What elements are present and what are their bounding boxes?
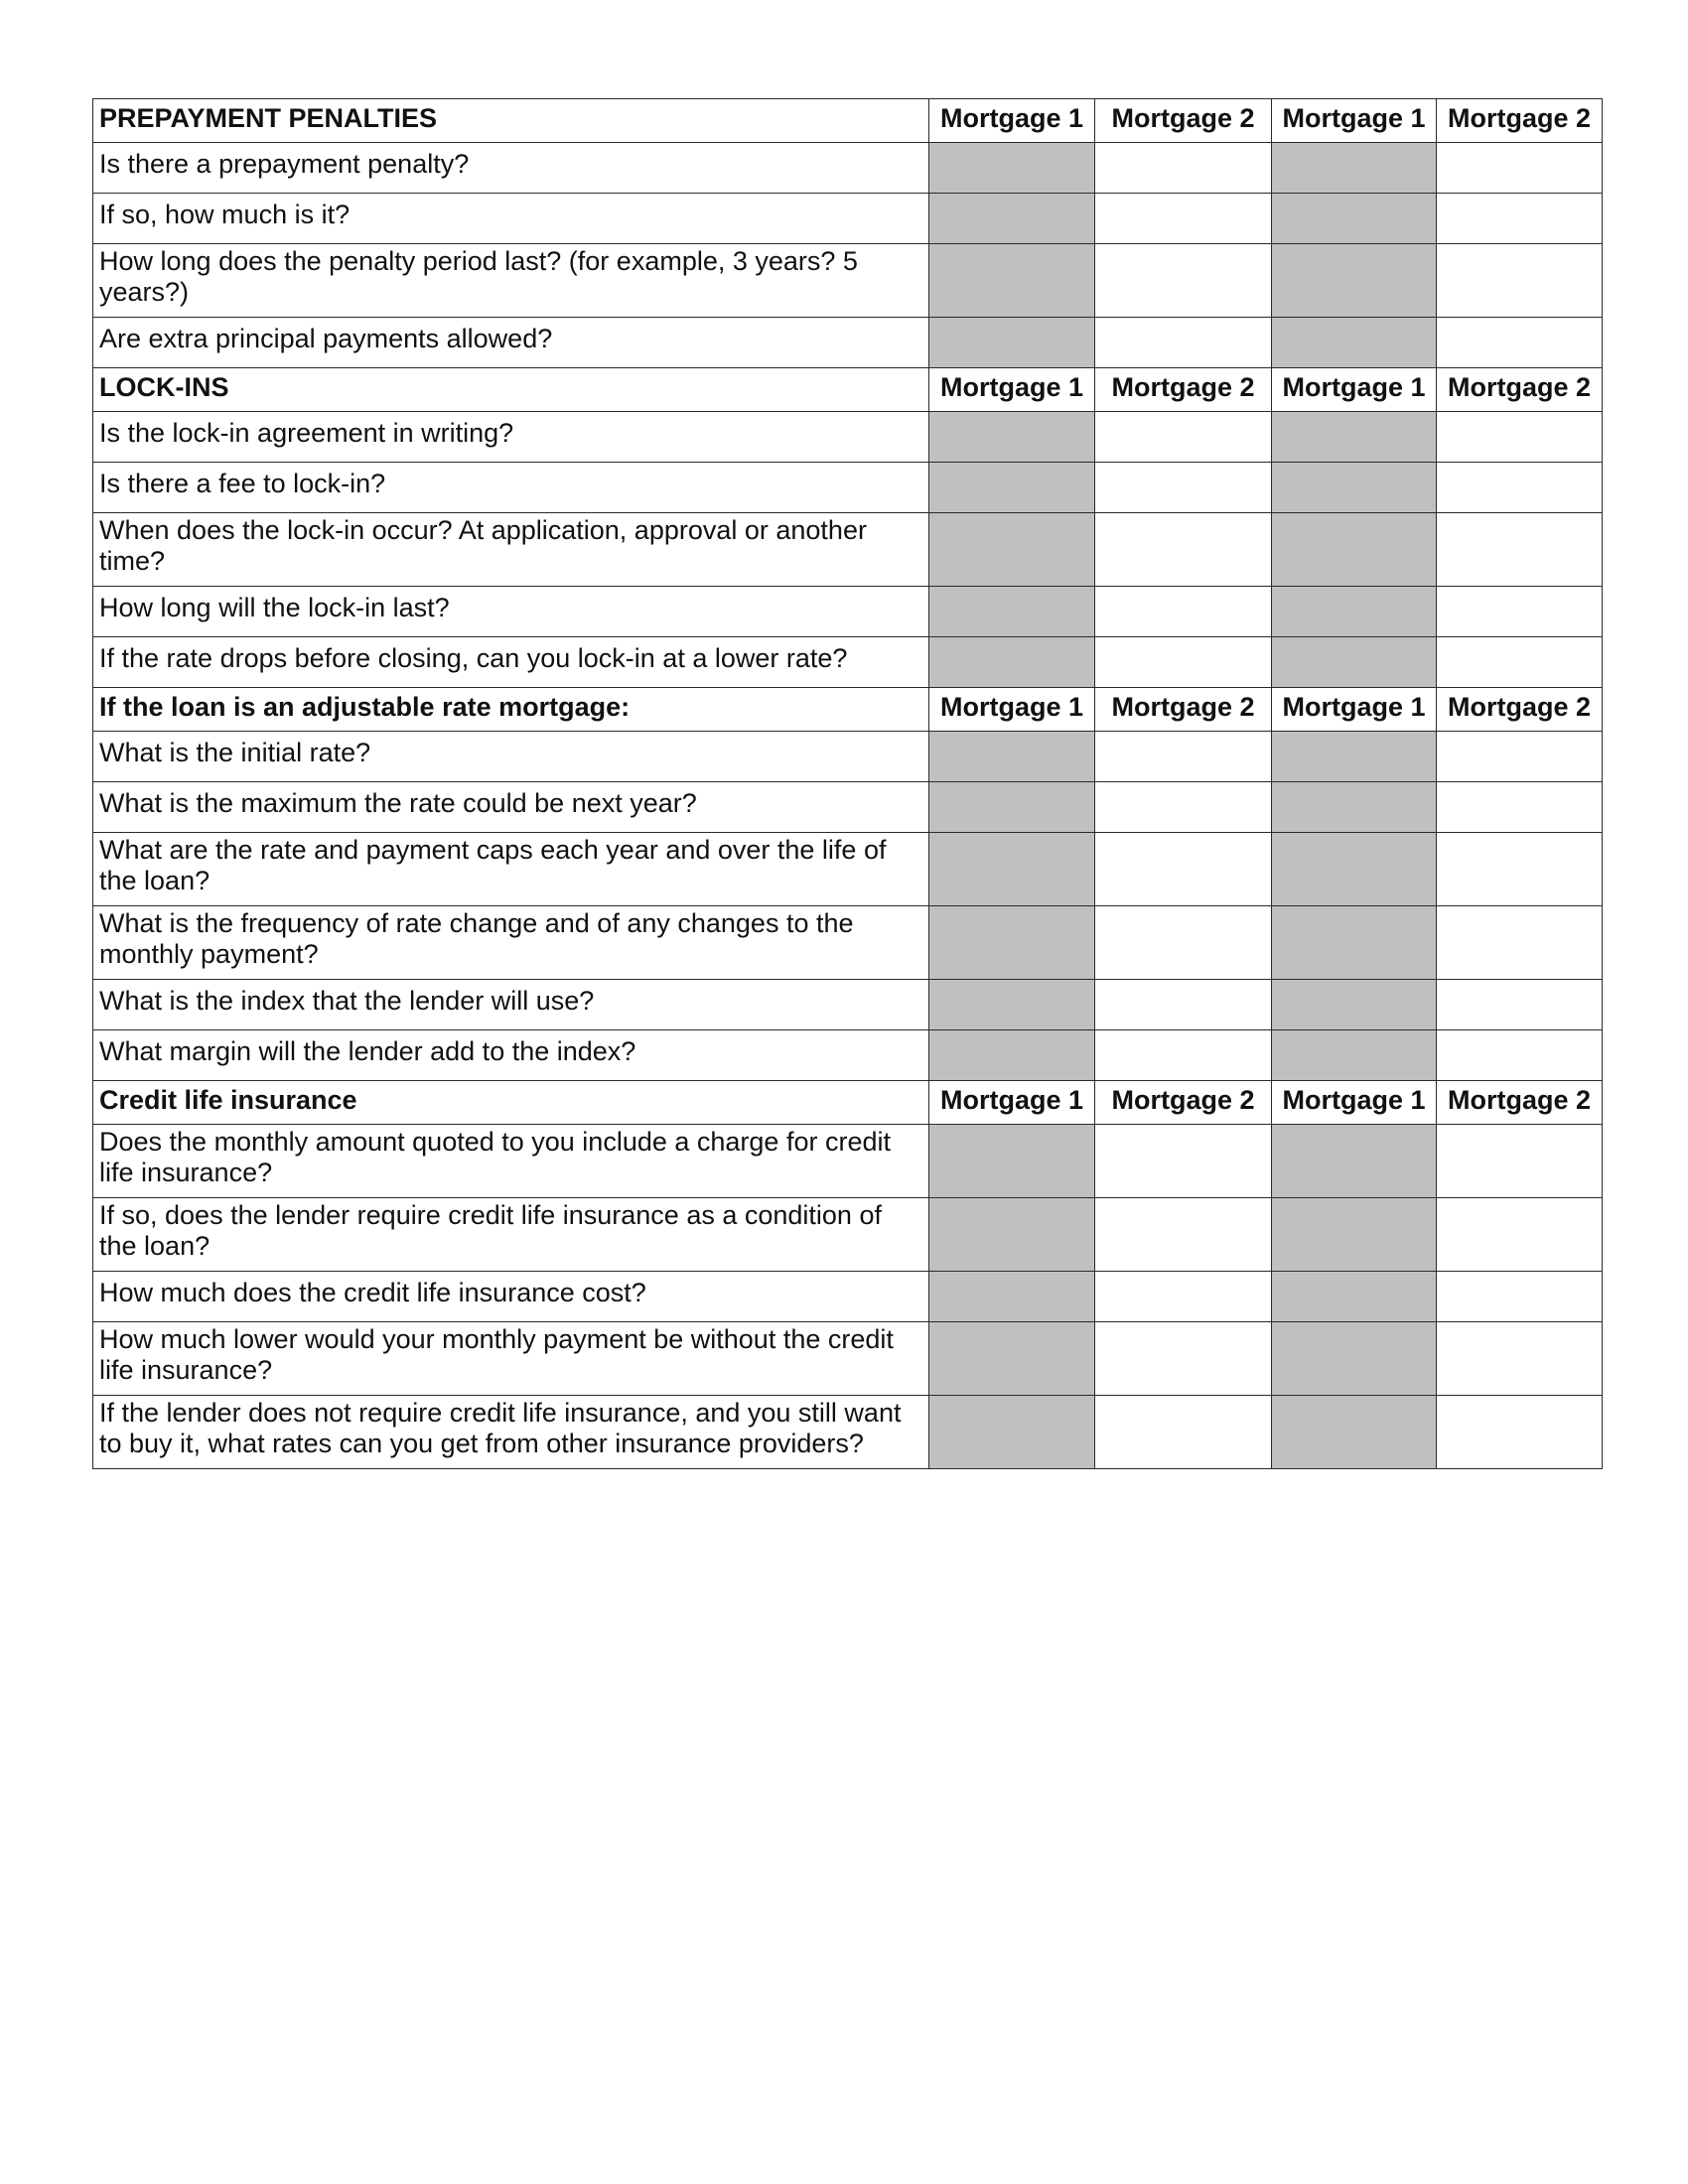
answer-cell[interactable]: [1437, 412, 1603, 463]
table-row: [93, 143, 1603, 194]
answer-cell[interactable]: [1272, 732, 1437, 782]
question-label: What is the frequency of rate change and of any changes to the monthly payment?: [93, 906, 929, 980]
question-label: What is the index that the lender will use?: [93, 980, 929, 1030]
answer-cell[interactable]: [1437, 244, 1603, 318]
question-label: How much lower would your monthly payment be without the credit life insurance?: [93, 1322, 929, 1396]
answer-cell[interactable]: [1095, 463, 1272, 513]
section-title: PREPAYMENT PENALTIES: [93, 99, 929, 143]
answer-cell[interactable]: [1095, 1125, 1272, 1198]
table-row: [93, 412, 1603, 463]
answer-cell[interactable]: [1272, 412, 1437, 463]
answer-cell[interactable]: [929, 318, 1095, 368]
column-header-mortgage-2: Mortgage 2: [1095, 1081, 1272, 1125]
answer-cell[interactable]: [929, 587, 1095, 637]
table-row: [93, 1030, 1603, 1081]
answer-cell[interactable]: [1272, 244, 1437, 318]
answer-cell[interactable]: [929, 1125, 1095, 1198]
answer-cell[interactable]: [1272, 587, 1437, 637]
table-row: [93, 833, 1603, 906]
column-header-mortgage-2: Mortgage 2: [1437, 688, 1603, 732]
question-label: If the rate drops before closing, can you lock-in at a lower rate?: [93, 637, 929, 688]
answer-cell[interactable]: [1272, 906, 1437, 980]
answer-cell[interactable]: [1272, 980, 1437, 1030]
column-header-mortgage-2: Mortgage 2: [1095, 99, 1272, 143]
answer-cell[interactable]: [1095, 1272, 1272, 1322]
answer-cell[interactable]: [1272, 1125, 1437, 1198]
question-label: What margin will the lender add to the index?: [93, 1030, 929, 1081]
answer-cell[interactable]: [1272, 318, 1437, 368]
table-row: [93, 513, 1603, 587]
answer-cell[interactable]: [1095, 637, 1272, 688]
answer-cell[interactable]: [1095, 143, 1272, 194]
section-title: LOCK-INS: [93, 368, 929, 412]
answer-cell[interactable]: [1437, 143, 1603, 194]
answer-cell[interactable]: [929, 906, 1095, 980]
section-title: Credit life insurance: [93, 1081, 929, 1125]
answer-cell[interactable]: [1437, 587, 1603, 637]
question-label: How long will the lock-in last?: [93, 587, 929, 637]
question-label: Is there a fee to lock-in?: [93, 463, 929, 513]
section-header-credit-life-insurance: [93, 1081, 1603, 1125]
column-header-mortgage-1: Mortgage 1: [929, 99, 1095, 143]
table-row: [93, 194, 1603, 244]
answer-cell[interactable]: [1437, 318, 1603, 368]
answer-cell[interactable]: [929, 1272, 1095, 1322]
column-header-mortgage-1: Mortgage 1: [929, 368, 1095, 412]
answer-cell[interactable]: [929, 782, 1095, 833]
column-header-mortgage-2: Mortgage 2: [1437, 99, 1603, 143]
section-header-prepayment-penalties: [93, 99, 1603, 143]
table-row: [93, 244, 1603, 318]
answer-cell[interactable]: [1437, 1030, 1603, 1081]
column-header-mortgage-1: Mortgage 1: [929, 1081, 1095, 1125]
answer-cell[interactable]: [1095, 1030, 1272, 1081]
answer-cell[interactable]: [1437, 513, 1603, 587]
answer-cell[interactable]: [1272, 1030, 1437, 1081]
answer-cell[interactable]: [1272, 833, 1437, 906]
answer-cell[interactable]: [929, 833, 1095, 906]
answer-cell[interactable]: [929, 244, 1095, 318]
question-label: What are the rate and payment caps each year and over the life of the loan?: [93, 833, 929, 906]
answer-cell[interactable]: [1437, 782, 1603, 833]
answer-cell[interactable]: [1437, 1125, 1603, 1198]
answer-cell[interactable]: [1272, 1322, 1437, 1396]
answer-cell[interactable]: [1095, 980, 1272, 1030]
answer-cell[interactable]: [1095, 587, 1272, 637]
table-row: [93, 637, 1603, 688]
answer-cell[interactable]: [929, 143, 1095, 194]
answer-cell[interactable]: [1272, 194, 1437, 244]
answer-cell[interactable]: [1272, 1272, 1437, 1322]
column-header-mortgage-1: Mortgage 1: [1272, 688, 1437, 732]
answer-cell[interactable]: [1272, 463, 1437, 513]
column-header-mortgage-1: Mortgage 1: [1272, 1081, 1437, 1125]
answer-cell[interactable]: [929, 1030, 1095, 1081]
table-row: [93, 906, 1603, 980]
table-row: [93, 732, 1603, 782]
answer-cell[interactable]: [1095, 1322, 1272, 1396]
answer-cell[interactable]: [1095, 318, 1272, 368]
answer-cell[interactable]: [1095, 412, 1272, 463]
table-row: [93, 1396, 1603, 1469]
question-label: If the lender does not require credit life insurance, and you still want to buy it, what rates can you get from other insurance providers?: [93, 1396, 929, 1469]
question-label: What is the maximum the rate could be next year?: [93, 782, 929, 833]
section-header-lock-ins: [93, 368, 1603, 412]
answer-cell[interactable]: [1437, 980, 1603, 1030]
table-row: [93, 1272, 1603, 1322]
table-row: [93, 1125, 1603, 1198]
answer-cell[interactable]: [1095, 732, 1272, 782]
table-row: [93, 463, 1603, 513]
question-label: Are extra principal payments allowed?: [93, 318, 929, 368]
answer-cell[interactable]: [1272, 143, 1437, 194]
mortgage-worksheet-table: [92, 98, 1603, 1469]
question-label: If so, how much is it?: [93, 194, 929, 244]
answer-cell[interactable]: [929, 1198, 1095, 1272]
answer-cell[interactable]: [1272, 1198, 1437, 1272]
table-row: [93, 587, 1603, 637]
answer-cell[interactable]: [1095, 782, 1272, 833]
answer-cell[interactable]: [1095, 906, 1272, 980]
answer-cell[interactable]: [1095, 1396, 1272, 1469]
question-label: Is there a prepayment penalty?: [93, 143, 929, 194]
table-row: [93, 782, 1603, 833]
column-header-mortgage-2: Mortgage 2: [1437, 368, 1603, 412]
answer-cell[interactable]: [929, 194, 1095, 244]
column-header-mortgage-1: Mortgage 1: [1272, 99, 1437, 143]
answer-cell[interactable]: [1437, 463, 1603, 513]
table-row: [93, 1198, 1603, 1272]
table-row: [93, 318, 1603, 368]
answer-cell[interactable]: [1437, 637, 1603, 688]
answer-cell[interactable]: [1437, 194, 1603, 244]
answer-cell[interactable]: [1095, 513, 1272, 587]
answer-cell[interactable]: [929, 1322, 1095, 1396]
column-header-mortgage-1: Mortgage 1: [1272, 368, 1437, 412]
question-label: What is the initial rate?: [93, 732, 929, 782]
answer-cell[interactable]: [929, 637, 1095, 688]
answer-cell[interactable]: [929, 412, 1095, 463]
answer-cell[interactable]: [1095, 833, 1272, 906]
answer-cell[interactable]: [1437, 906, 1603, 980]
answer-cell[interactable]: [1095, 1198, 1272, 1272]
answer-cell[interactable]: [929, 732, 1095, 782]
column-header-mortgage-2: Mortgage 2: [1095, 688, 1272, 732]
answer-cell[interactable]: [1437, 1272, 1603, 1322]
answer-cell[interactable]: [1095, 244, 1272, 318]
question-label: When does the lock-in occur? At application, approval or another time?: [93, 513, 929, 587]
answer-cell[interactable]: [1437, 732, 1603, 782]
answer-cell[interactable]: [1272, 782, 1437, 833]
answer-cell[interactable]: [1437, 1322, 1603, 1396]
answer-cell[interactable]: [929, 513, 1095, 587]
answer-cell[interactable]: [1095, 194, 1272, 244]
answer-cell[interactable]: [1437, 1198, 1603, 1272]
table-row: [93, 980, 1603, 1030]
answer-cell[interactable]: [929, 980, 1095, 1030]
question-label: If so, does the lender require credit life insurance as a condition of the loan?: [93, 1198, 929, 1272]
answer-cell[interactable]: [1272, 513, 1437, 587]
table-row: [93, 1322, 1603, 1396]
question-label: How much does the credit life insurance cost?: [93, 1272, 929, 1322]
question-label: Does the monthly amount quoted to you include a charge for credit life insurance?: [93, 1125, 929, 1198]
column-header-mortgage-2: Mortgage 2: [1095, 368, 1272, 412]
answer-cell[interactable]: [1437, 833, 1603, 906]
answer-cell[interactable]: [1437, 1396, 1603, 1469]
question-label: How long does the penalty period last? (for example, 3 years? 5 years?): [93, 244, 929, 318]
section-title: If the loan is an adjustable rate mortgage:: [93, 688, 929, 732]
answer-cell[interactable]: [1272, 637, 1437, 688]
column-header-mortgage-1: Mortgage 1: [929, 688, 1095, 732]
answer-cell[interactable]: [1272, 1396, 1437, 1469]
question-label: Is the lock-in agreement in writing?: [93, 412, 929, 463]
column-header-mortgage-2: Mortgage 2: [1437, 1081, 1603, 1125]
answer-cell[interactable]: [929, 1396, 1095, 1469]
section-header-adjustable-rate: [93, 688, 1603, 732]
answer-cell[interactable]: [929, 463, 1095, 513]
